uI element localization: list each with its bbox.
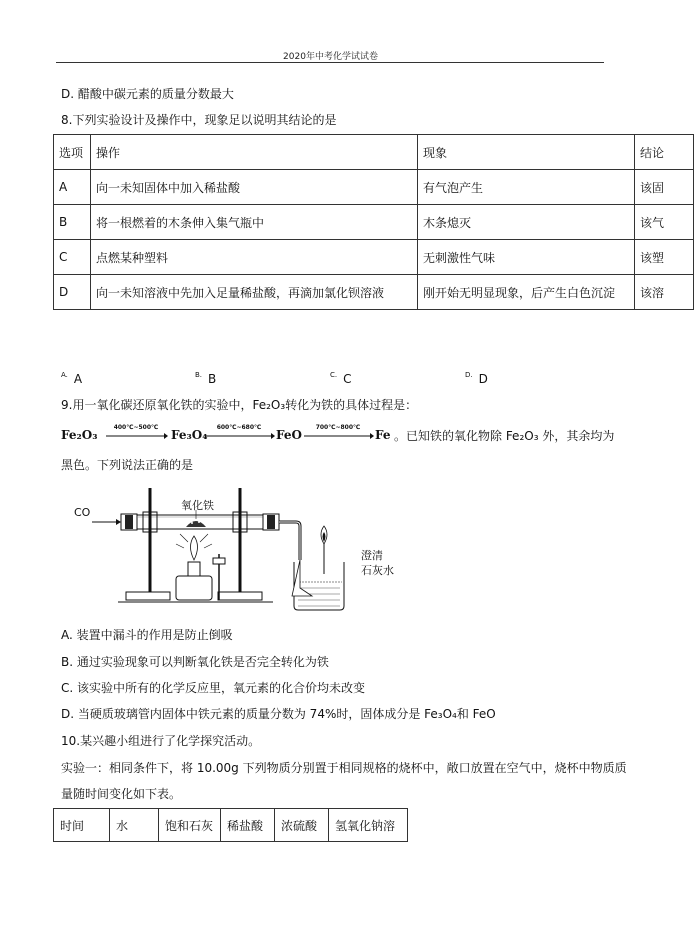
header-cell: 现象	[418, 135, 635, 170]
co-label: CO	[74, 506, 91, 519]
lime-label-1: 澄清	[361, 549, 383, 562]
header-rule	[56, 62, 604, 63]
reaction-species-4: Fe	[375, 428, 391, 442]
q8-stem: 8.下列实验设计及操作中，现象足以说明其结论的是	[61, 113, 337, 127]
cell: 该气	[635, 205, 694, 240]
cell: 向一未知溶液中先加入足量稀盐酸，再滴加氯化钡溶液	[91, 275, 418, 310]
q9-stem-formula: Fe₂O₃	[252, 398, 286, 412]
table-row	[54, 170, 694, 205]
cell: 木条熄灭	[418, 205, 635, 240]
cell: 该塑	[635, 240, 694, 275]
option-mark: C.	[330, 371, 338, 379]
option-text: C	[343, 372, 352, 386]
apparatus-figure	[68, 484, 408, 616]
table-row	[54, 275, 694, 310]
cell: 刚开始无明显现象，后产生白色沉淀	[418, 275, 635, 310]
table-header-row	[54, 135, 694, 170]
q10-table	[53, 808, 408, 842]
reaction-condition-3: 700℃~800℃	[315, 424, 361, 431]
option-text: A	[73, 372, 83, 386]
reaction-species-1: Fe₂O₃	[61, 428, 98, 442]
lime-label-2: 石灰水	[361, 564, 394, 577]
header-cell: 时间	[54, 809, 110, 842]
cell: 无刺激性气味	[418, 240, 635, 275]
q9-stem-prefix: 9.用一氧化碳还原氧化铁的实验中，	[61, 398, 253, 412]
cell: 有气泡产生	[418, 170, 635, 205]
cell: 该固	[635, 170, 694, 205]
q9-stem-suffix: 转化为铁的具体过程是：	[285, 398, 418, 412]
option-text: D	[478, 372, 488, 386]
q9-option-d[interactable]: D. 当硬质玻璃管内固体中铁元素的质量分数为 74%时，固体成分是 Fe₃O₄和 FeO	[61, 707, 496, 721]
header-cell: 操作	[91, 135, 418, 170]
cell: 该溶	[635, 275, 694, 310]
reaction-species-2: Fe₃O₄	[171, 428, 208, 442]
page-header: 2020年中考化学试试卷	[283, 52, 378, 62]
q9-stem	[61, 398, 417, 412]
q10-exp1-line1: 实验一：相同条件下，将 10.00g 下列物质分别置于相同规格的烧杯中，敞口放置在空气中，烧杯中物质质	[61, 761, 627, 775]
q8-option-c[interactable]	[330, 371, 352, 386]
q9-option-a[interactable]: A. 装置中漏斗的作用是防止倒吸	[61, 628, 233, 642]
table-header-row	[54, 809, 408, 842]
cell: C	[54, 240, 91, 275]
cell: D	[54, 275, 91, 310]
table-row	[54, 205, 694, 240]
oxide-label: 氧化铁	[181, 499, 214, 512]
header-cell: 水	[110, 809, 159, 842]
header-cell: 饱和石灰	[159, 809, 221, 842]
cell: 向一未知固体中加入稀盐酸	[91, 170, 418, 205]
q8-option-a[interactable]	[61, 371, 82, 386]
reaction-arrow-1	[106, 432, 168, 440]
header-cell: 稀盐酸	[221, 809, 275, 842]
cell: A	[54, 170, 91, 205]
header-cell: 选项	[54, 135, 91, 170]
q10-stem: 10.某兴趣小组进行了化学探究活动。	[61, 734, 261, 748]
reaction-condition-2: 600℃~680℃	[216, 424, 262, 431]
reaction-arrow-2	[205, 432, 275, 440]
q9-stem-tail: 。已知铁的氧化物除 Fe₂O₃ 外，其余均为	[394, 429, 615, 443]
option-mark: B.	[195, 371, 203, 379]
header-cell: 氢氧化钠溶	[329, 809, 408, 842]
q8-option-d[interactable]	[465, 371, 488, 386]
q8-option-b[interactable]	[195, 371, 216, 386]
header-cell: 结论	[635, 135, 694, 170]
q10-exp1-line2: 量随时间变化如下表。	[61, 787, 182, 801]
reaction-species-3: FeO	[276, 428, 302, 442]
cell: 点燃某种塑料	[91, 240, 418, 275]
reaction-arrow-3	[304, 432, 374, 440]
cell: B	[54, 205, 91, 240]
option-mark: A.	[61, 371, 68, 379]
cell: 将一根燃着的木条伸入集气瓶中	[91, 205, 418, 240]
table-row	[54, 240, 694, 275]
q9-stem-line2: 黑色。下列说法正确的是	[61, 458, 194, 472]
reaction-condition-1: 400℃~500℃	[113, 424, 159, 431]
q7-option-d: D. 醋酸中碳元素的质量分数最大	[61, 87, 234, 101]
q9-option-c[interactable]: C. 该实验中所有的化学反应里，氧元素的化合价均未改变	[61, 681, 366, 695]
q8-table	[53, 134, 694, 310]
option-text: B	[208, 372, 217, 386]
q9-option-b[interactable]: B. 通过实验现象可以判断氧化铁是否完全转化为铁	[61, 655, 329, 669]
header-cell: 浓硫酸	[275, 809, 329, 842]
option-mark: D.	[465, 371, 473, 379]
